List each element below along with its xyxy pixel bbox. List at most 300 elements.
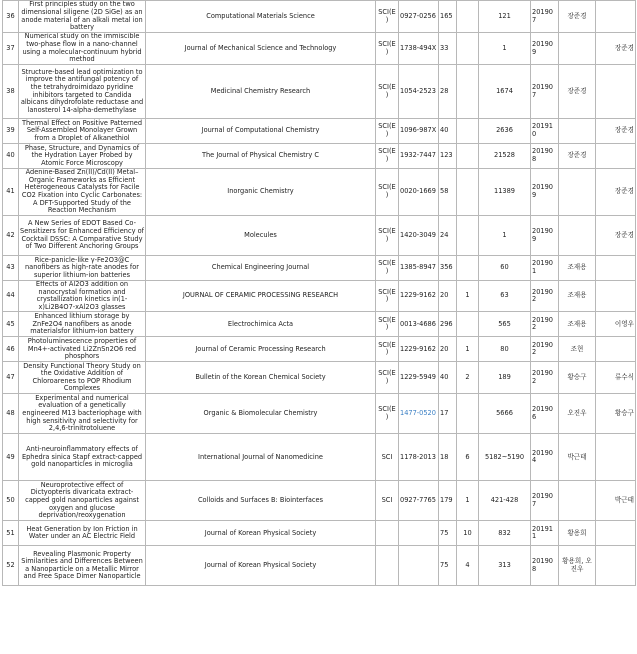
index-type xyxy=(376,337,399,362)
issn-text: 1385-8947 xyxy=(400,263,436,272)
index-type xyxy=(376,394,399,434)
index-type xyxy=(376,312,399,337)
index-type xyxy=(376,65,399,119)
paper-title-text: Effects of Al2O3 addition on nanocrystal formation and crystallization kinetics in(1-x)Li2B4O7-xAl2O3 glasses xyxy=(35,280,129,311)
table-row xyxy=(3,394,636,434)
first-author xyxy=(559,521,596,546)
issue-text: 2 xyxy=(465,373,470,382)
corresponding-author xyxy=(596,119,636,144)
corresponding-author xyxy=(596,434,636,481)
issue xyxy=(457,281,479,312)
corresponding-author xyxy=(596,546,636,586)
publication-date-text: 201908 xyxy=(532,147,553,163)
paper-title-text: Rice-panicle-like γ-Fe2O3@C nanofibers as high-rate anodes for superior lithium-ion batteries xyxy=(25,255,139,279)
row-number-text: 45 xyxy=(6,319,15,328)
publication-date-text: 201909 xyxy=(532,183,553,199)
row-number xyxy=(3,312,19,337)
paper-title-text: Heat Generation by Ion Friction in Water under an AC Electric Field xyxy=(26,524,138,541)
publication-date xyxy=(531,256,559,281)
issue xyxy=(457,144,479,169)
paper-title-text: Phase, Structure, and Dynamics of the Hydration Layer Probed by Atomic Force Microscopy xyxy=(24,143,140,167)
pages xyxy=(479,434,531,481)
paper-title-text: Anti-neuroinflammatory effects of Ephedra sinica Stapf extract-capped gold nanoparticles in microglia xyxy=(21,444,143,469)
publications-body xyxy=(3,1,636,586)
paper-title xyxy=(19,256,146,281)
index-type-text: SCI(E) xyxy=(378,122,396,138)
journal-name xyxy=(146,281,376,312)
volume-text: 28 xyxy=(440,86,449,95)
journal-name-text: Molecules xyxy=(244,230,277,239)
volume-text: 123 xyxy=(440,151,453,160)
corresponding-author xyxy=(596,33,636,65)
first-author xyxy=(559,546,596,586)
publication-date-text: 201908 xyxy=(532,557,553,573)
issn-text: 1229-9162 xyxy=(400,344,436,353)
corresponding-author xyxy=(596,216,636,256)
corresponding-author xyxy=(596,337,636,362)
row-number xyxy=(3,481,19,521)
pages xyxy=(479,33,531,65)
issn xyxy=(399,434,439,481)
volume-text: 18 xyxy=(440,452,449,461)
pages-text: 63 xyxy=(500,291,509,300)
volume xyxy=(439,362,457,394)
row-number-text: 50 xyxy=(6,496,15,505)
first-author xyxy=(559,256,596,281)
issue xyxy=(457,216,479,256)
volume-text: 75 xyxy=(440,528,449,537)
pages-text: 565 xyxy=(498,319,511,328)
volume xyxy=(439,481,457,521)
index-type-text: SCI(E) xyxy=(378,259,396,275)
publication-date xyxy=(531,1,559,33)
table-row xyxy=(3,481,636,521)
publication-date-text: 201904 xyxy=(532,448,553,465)
index-type-text: SCI(E) xyxy=(378,39,396,56)
publication-date xyxy=(531,434,559,481)
pages xyxy=(479,169,531,216)
pages-text: 5666 xyxy=(496,409,513,418)
publication-date xyxy=(531,119,559,144)
first-author-text: 조재용 xyxy=(567,291,587,300)
journal-name xyxy=(146,362,376,394)
issn-text: 1932-7447 xyxy=(400,151,436,160)
table-row xyxy=(3,546,636,586)
issn xyxy=(399,312,439,337)
row-number-text: 46 xyxy=(6,344,15,353)
corresponding-author xyxy=(596,481,636,521)
index-type xyxy=(376,1,399,33)
first-author-text: 장준경 xyxy=(567,151,587,160)
corresponding-author-text: 장준경 xyxy=(614,187,634,196)
first-author xyxy=(559,216,596,256)
row-number xyxy=(3,216,19,256)
journal-name-text: Organic & Biomolecular Chemistry xyxy=(203,409,318,418)
volume xyxy=(439,65,457,119)
pages-text: 1674 xyxy=(496,86,513,95)
issn-text: 1738-494X xyxy=(400,43,437,52)
issn xyxy=(399,169,439,216)
publication-date-text: 201909 xyxy=(532,39,553,56)
pages-text: 60 xyxy=(500,263,509,272)
publication-date xyxy=(531,481,559,521)
journal-name xyxy=(146,521,376,546)
pages xyxy=(479,481,531,521)
first-author-text: 장준경 xyxy=(567,86,587,95)
issue-text: 6 xyxy=(465,452,470,461)
issue xyxy=(457,394,479,434)
volume-text: 165 xyxy=(440,11,453,20)
issue xyxy=(457,1,479,33)
journal-name-text: Journal of Korean Physical Society xyxy=(204,528,317,537)
volume-text: 40 xyxy=(440,126,449,135)
volume-text: 75 xyxy=(440,561,449,570)
first-author-text: 황용희, 오진우 xyxy=(562,557,592,573)
row-number xyxy=(3,256,19,281)
row-number xyxy=(3,546,19,586)
publication-date-text: 201902 xyxy=(532,340,553,357)
issn-text: 1420-3049 xyxy=(400,230,436,239)
index-type-text: SCI(E) xyxy=(378,369,396,385)
first-author xyxy=(559,362,596,394)
journal-name-text: Electrochimica Acta xyxy=(227,319,294,328)
index-type-text: SCI(E) xyxy=(378,7,396,24)
volume xyxy=(439,337,457,362)
index-type xyxy=(376,481,399,521)
corresponding-author xyxy=(596,281,636,312)
paper-title-text: First principles study on the two dimensional siligene (2D SiGe) as an anode material of an alkali metal ion battery xyxy=(21,0,143,32)
journal-name xyxy=(146,119,376,144)
volume xyxy=(439,256,457,281)
issue-text: 1 xyxy=(465,291,470,300)
journal-name xyxy=(146,337,376,362)
journal-name xyxy=(146,1,376,33)
pages xyxy=(479,312,531,337)
pages-text: 80 xyxy=(500,344,509,353)
corresponding-author xyxy=(596,1,636,33)
first-author-text: 황승구 xyxy=(567,373,587,382)
publication-date xyxy=(531,65,559,119)
publication-date xyxy=(531,394,559,434)
first-author xyxy=(559,169,596,216)
row-number-text: 37 xyxy=(6,43,15,52)
paper-title-text: A New Series of EDOT Based Co-Sensitizers for Enhanced Efficiency of Cocktail DSSC: A Comparative Study of Two Different Anchoring Groups xyxy=(20,219,144,251)
journal-name-text: Bulletin of the Korean Chemical Society xyxy=(195,373,326,382)
paper-title-text: Enhanced lithium storage by ZnFe2O4 nanofibers as anode materialsfor lithium-ion battery xyxy=(30,311,134,336)
issn xyxy=(399,119,439,144)
publication-date-text: 201910 xyxy=(532,122,553,138)
table-row xyxy=(3,337,636,362)
first-author-text: 박근태 xyxy=(567,452,587,461)
journal-name-text: Inorganic Chemistry xyxy=(227,187,294,196)
row-number xyxy=(3,144,19,169)
row-number xyxy=(3,169,19,216)
row-number xyxy=(3,33,19,65)
issn xyxy=(399,521,439,546)
issue-text: 4 xyxy=(465,561,470,570)
volume-text: 40 xyxy=(440,373,449,382)
index-type xyxy=(376,33,399,65)
paper-title xyxy=(19,481,146,521)
issn-text: 0013-4686 xyxy=(400,319,436,328)
paper-title xyxy=(19,1,146,33)
pages xyxy=(479,1,531,33)
volume xyxy=(439,281,457,312)
volume xyxy=(439,434,457,481)
issue xyxy=(457,362,479,394)
paper-title xyxy=(19,281,146,312)
first-author-text: 조현 xyxy=(570,344,584,353)
journal-name xyxy=(146,546,376,586)
publication-date xyxy=(531,362,559,394)
paper-title xyxy=(19,521,146,546)
issue xyxy=(457,337,479,362)
index-type-text: SCI xyxy=(381,452,393,461)
journal-name xyxy=(146,394,376,434)
first-author-text: 오진우 xyxy=(567,409,587,418)
corresponding-author xyxy=(596,256,636,281)
pages-text: 21528 xyxy=(494,151,515,160)
issn xyxy=(399,281,439,312)
first-author xyxy=(559,481,596,521)
index-type xyxy=(376,169,399,216)
publication-date xyxy=(531,281,559,312)
publication-date xyxy=(531,312,559,337)
issn xyxy=(399,337,439,362)
pages xyxy=(479,337,531,362)
pages xyxy=(479,144,531,169)
paper-title xyxy=(19,169,146,216)
issue xyxy=(457,256,479,281)
row-number xyxy=(3,281,19,312)
journal-name-text: JOURNAL OF CERAMIC PROCESSING RESEARCH xyxy=(182,291,339,300)
first-author-text: 조재용 xyxy=(567,263,587,272)
table-row xyxy=(3,169,636,216)
issn xyxy=(399,394,439,434)
paper-title xyxy=(19,394,146,434)
issn xyxy=(399,256,439,281)
corresponding-author xyxy=(596,169,636,216)
table-row xyxy=(3,144,636,169)
pages-text: 5182~5190 xyxy=(484,452,525,461)
paper-title xyxy=(19,312,146,337)
pages-text: 832 xyxy=(498,528,511,537)
paper-title xyxy=(19,337,146,362)
row-number-text: 52 xyxy=(6,561,15,570)
issn-text: 0927-0256 xyxy=(400,11,436,20)
first-author-text: 장준경 xyxy=(567,11,587,20)
journal-name-text: Journal of Mechanical Science and Technology xyxy=(184,43,337,52)
paper-title xyxy=(19,216,146,256)
index-type xyxy=(376,281,399,312)
corresponding-author-text: 장준경 xyxy=(614,126,634,135)
issue xyxy=(457,434,479,481)
index-type-text: SCI(E) xyxy=(378,82,396,99)
index-type xyxy=(376,362,399,394)
row-number-text: 42 xyxy=(6,230,15,239)
pages-text: 189 xyxy=(498,373,511,382)
volume xyxy=(439,521,457,546)
issn xyxy=(399,144,439,169)
issue-text: 10 xyxy=(463,528,472,537)
publication-date xyxy=(531,144,559,169)
corresponding-author xyxy=(596,65,636,119)
pages xyxy=(479,216,531,256)
row-number-text: 48 xyxy=(6,409,15,418)
row-number-text: 49 xyxy=(6,452,15,461)
first-author-text: 황용희 xyxy=(567,528,587,537)
paper-title-text: Structure-based lead optimization to improve the antifungal potency of the tetrahydroimidazo pyridine inhibitors targeted to Candida albicans dihydrofolate reductase and lanosterol 14-alpha-demethylase xyxy=(20,67,144,114)
issn-text: 1178-2013 xyxy=(400,452,436,461)
pages-text: 121 xyxy=(498,11,511,20)
publication-date-text: 201907 xyxy=(532,7,553,24)
pages xyxy=(479,281,531,312)
row-number-text: 47 xyxy=(6,373,15,382)
issue xyxy=(457,33,479,65)
table-row xyxy=(3,216,636,256)
paper-title xyxy=(19,65,146,119)
index-type xyxy=(376,144,399,169)
first-author xyxy=(559,33,596,65)
corresponding-author-text: 황승구 xyxy=(614,409,634,418)
first-author xyxy=(559,144,596,169)
index-type xyxy=(376,119,399,144)
paper-title xyxy=(19,119,146,144)
index-type-text: SCI(E) xyxy=(378,183,396,199)
first-author xyxy=(559,281,596,312)
index-type-text: SCI(E) xyxy=(378,147,396,163)
paper-title-text: Density Functional Theory Study on the Oxidative Addition of Chloroarenes to POP Rhodium Complexes xyxy=(23,361,141,393)
index-type-text: SCI(E) xyxy=(378,226,396,243)
table-row xyxy=(3,312,636,337)
first-author xyxy=(559,337,596,362)
publication-date xyxy=(531,337,559,362)
paper-title-text: Photoluminescence properties of Mn4+-activated Li2ZnSn2O6 red phosphors xyxy=(27,336,137,361)
pages-text: 2636 xyxy=(496,126,513,135)
journal-name-text: Colloids and Surfaces B: Biointerfaces xyxy=(197,496,324,505)
issn xyxy=(399,1,439,33)
issn xyxy=(399,481,439,521)
journal-name xyxy=(146,169,376,216)
row-number xyxy=(3,119,19,144)
row-number-text: 44 xyxy=(6,291,15,300)
issue-text: 1 xyxy=(465,496,470,505)
issue xyxy=(457,65,479,119)
first-author xyxy=(559,65,596,119)
index-type-text: SCI(E) xyxy=(378,287,396,304)
corresponding-author-text: 장준경 xyxy=(614,43,634,52)
issn xyxy=(399,33,439,65)
table-row xyxy=(3,119,636,144)
corresponding-author xyxy=(596,394,636,434)
paper-title xyxy=(19,362,146,394)
volume xyxy=(439,144,457,169)
issn xyxy=(399,216,439,256)
pages-text: 313 xyxy=(498,561,511,570)
publication-date-text: 201902 xyxy=(532,315,553,332)
table-row xyxy=(3,434,636,481)
row-number-text: 41 xyxy=(6,187,15,196)
journal-name xyxy=(146,434,376,481)
volume-text: 58 xyxy=(440,187,449,196)
first-author-text: 조재용 xyxy=(567,319,587,328)
journal-name-text: Medicinal Chemistry Research xyxy=(210,86,311,95)
journal-name-text: Journal of Ceramic Processing Research xyxy=(195,344,326,353)
issn-text: 1096-987X xyxy=(400,126,437,135)
pages-text: 11389 xyxy=(494,187,515,196)
issue xyxy=(457,169,479,216)
journal-name xyxy=(146,481,376,521)
publication-date-text: 201907 xyxy=(532,82,553,99)
pages xyxy=(479,546,531,586)
pages xyxy=(479,256,531,281)
publication-date xyxy=(531,546,559,586)
issn-text: 1229-5949 xyxy=(400,373,436,382)
volume xyxy=(439,33,457,65)
row-number-text: 43 xyxy=(6,263,15,272)
first-author xyxy=(559,1,596,33)
issn xyxy=(399,546,439,586)
volume xyxy=(439,1,457,33)
row-number xyxy=(3,434,19,481)
publication-date xyxy=(531,169,559,216)
issue-text: 1 xyxy=(465,344,470,353)
index-type xyxy=(376,256,399,281)
volume-text: 356 xyxy=(440,263,453,272)
row-number xyxy=(3,337,19,362)
publication-date-text: 201906 xyxy=(532,405,553,421)
issn-text: 0927-7765 xyxy=(400,496,436,505)
paper-title-text: Thermal Effect on Positive Patterned Self-Assembled Monolayer Grown from a Droplet of Alkanethiol xyxy=(21,118,143,142)
table-row xyxy=(3,1,636,33)
issn-text: 1054-2523 xyxy=(400,86,436,95)
table-row xyxy=(3,362,636,394)
paper-title-text: Neuroprotective effect of Dictyopteris divaricata extract-capped gold nanoparticles against oxygen and glucose deprivation/reoxygenation xyxy=(25,480,139,520)
issn-text[interactable]: 1477-0520 xyxy=(400,409,436,418)
paper-title xyxy=(19,434,146,481)
paper-title-text: Experimental and numerical evaluation of a genetically engineered M13 bacteriophage with high sensitivity and selectivity for 2,4,6-trinitrotoluene xyxy=(22,393,142,433)
volume xyxy=(439,216,457,256)
pages-text: 421-428 xyxy=(490,496,519,505)
pages xyxy=(479,65,531,119)
table-row xyxy=(3,521,636,546)
volume-text: 24 xyxy=(440,230,449,239)
journal-name-text: Computational Materials Science xyxy=(206,11,315,20)
volume-text: 33 xyxy=(440,43,449,52)
volume-text: 17 xyxy=(440,409,449,418)
issue xyxy=(457,119,479,144)
publication-date xyxy=(531,216,559,256)
paper-title-text: Adenine-Based Zn(II)/Cd(II) Metal–Organic Frameworks as Efficient Heterogeneous Catalysts for Facile CO2 Fixation into Cyclic Carbonates: A DFT-Supported Study of the Reaction Mechanism xyxy=(21,168,143,215)
first-author xyxy=(559,394,596,434)
pages xyxy=(479,521,531,546)
journal-name xyxy=(146,216,376,256)
pages xyxy=(479,119,531,144)
row-number-text: 38 xyxy=(6,86,15,95)
row-number xyxy=(3,362,19,394)
index-type xyxy=(376,546,399,586)
table-row xyxy=(3,281,636,312)
volume-text: 296 xyxy=(440,319,453,328)
publication-date-text: 201902 xyxy=(532,369,553,385)
table-row xyxy=(3,33,636,65)
journal-name-text: Journal of Computational Chemistry xyxy=(201,126,320,135)
index-type xyxy=(376,216,399,256)
corresponding-author-text: 박근태 xyxy=(614,496,634,505)
issn-text: 0020-1669 xyxy=(400,187,436,196)
journal-name xyxy=(146,144,376,169)
row-number-text: 36 xyxy=(6,11,15,20)
